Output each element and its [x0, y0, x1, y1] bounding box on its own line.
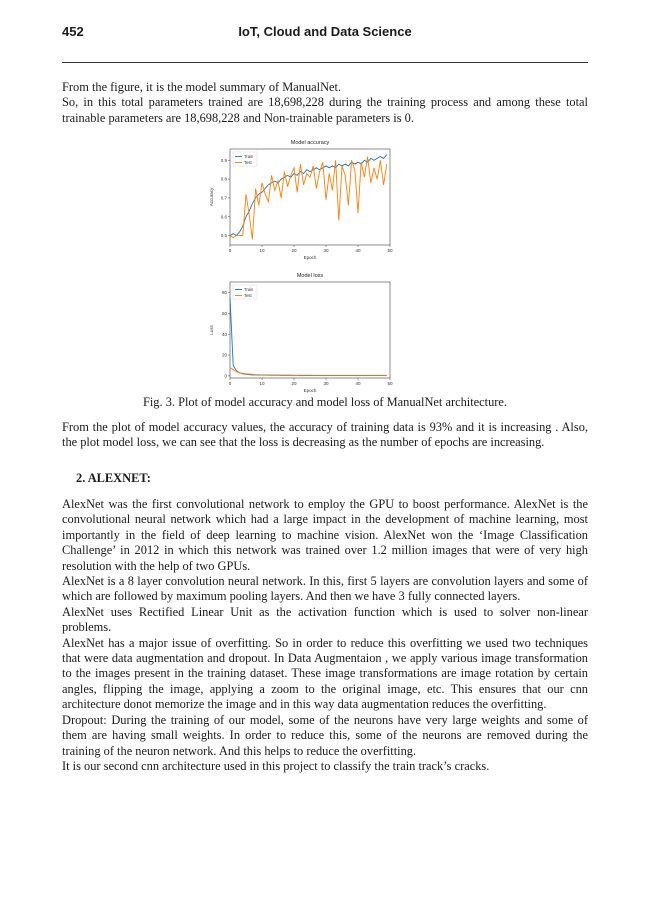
intro-text [62, 80, 588, 126]
figure-caption: Fig. 3. Plot of model accuracy and model loss of ManualNet architecture. [142, 395, 508, 409]
y-tick-label: 0.8 [220, 176, 227, 182]
x-tick-label: 30 [323, 248, 329, 253]
series-line-test [230, 368, 387, 376]
x-axis-label: Epoch [303, 388, 317, 393]
y-tick-label: 80 [221, 290, 227, 296]
y-tick-label: 0 [224, 373, 227, 379]
loss-chart [200, 268, 398, 396]
section-heading: 2. ALEXNET: [76, 471, 151, 485]
body-paragraph: AlexNet uses Rectified Linear Unit as the activation function which is used to solver non-linear problems. [62, 604, 588, 635]
series-line-train [230, 298, 387, 376]
page-number: 452 [62, 24, 84, 39]
y-tick-label: 0.9 [220, 157, 227, 163]
x-tick-label: 40 [355, 248, 361, 253]
y-axis-label: Accuracy [209, 187, 214, 207]
x-tick-label: 10 [259, 248, 265, 253]
chart-title: Model accuracy [290, 140, 330, 146]
running-title: IoT, Cloud and Data Science [238, 24, 412, 39]
results-text: From the plot of model accuracy values, the accuracy of training data is 93% and it is increasing . Also, the plot model loss, we can see that the loss is decreasing as the number of epochs are increasing. [62, 420, 588, 450]
x-tick-label: 10 [259, 381, 265, 386]
x-tick-label: 50 [387, 248, 393, 253]
y-tick-label: 0.6 [220, 214, 227, 220]
y-tick-label: 0.5 [220, 233, 227, 239]
body-paragraph: Dropout: During the training of our model, some of the neurons have very large weights and some of them are having small weights. In order to reduce this, some of the neurons are removed during the training of the neuron network. And this helps to reduce the overfitting. [62, 712, 588, 758]
y-axis-label: Loss [209, 325, 214, 335]
chart-title: Model loss [296, 273, 324, 279]
intro-line-2: So, in this total parameters trained are 18,698,228 during the training process and among these total trainable parameters are 18,698,228 and Non-trainable parameters is 0. [62, 95, 588, 125]
results-paragraph [62, 420, 588, 451]
y-tick-label: 40 [221, 331, 227, 337]
body-paragraph: It is our second cnn architecture used in this project to classify the train track’s cracks. [62, 758, 490, 773]
x-tick-label: 40 [355, 381, 361, 386]
header-rule [62, 62, 588, 63]
x-tick-label: 20 [291, 248, 297, 253]
body-paragraph: AlexNet was the first convolutional network to employ the GPU to boost performance. AlexNet is the convolutional neural network which had a large impact in the development of machine learning, most importantly in the field of deep learning to machine vision. AlexNet won the ‘Image Classification Challenge’ in 2012 in which this network was trained over 1.2 million images that were of very high resolution with the help of two GPUs. [62, 497, 588, 573]
legend-label: Test [244, 293, 252, 298]
x-tick-label: 30 [323, 381, 329, 386]
y-tick-label: 60 [221, 310, 227, 316]
intro-line-1: From the figure, it is the model summary of ManualNet. [62, 80, 342, 94]
body-paragraph: AlexNet is a 8 layer convolution neural network. In this, first 5 layers are convolution layers and some of which are followed by maximum pooling layers. And then we have 3 fully connected layers. [62, 574, 588, 604]
alexnet-body [62, 497, 588, 774]
accuracy-chart [200, 135, 398, 263]
x-tick-label: 0 [228, 381, 232, 386]
x-tick-label: 50 [387, 381, 393, 386]
x-tick-label: 20 [291, 381, 297, 386]
x-tick-label: 0 [228, 248, 232, 253]
y-tick-label: 20 [221, 352, 227, 358]
legend-label: Train [244, 154, 254, 159]
figure-3 [200, 135, 398, 396]
x-axis-label: Epoch [303, 255, 317, 260]
series-line-test [230, 157, 387, 240]
body-paragraph: AlexNet has a major issue of overfitting. So in order to reduce this overfitting we used two techniques that were data augmentation and dropout. In Data Augmentaion , we apply various image transformation to the images present in the training dataset. These image transformations are image rotation by certain angles, flipping the image, applying a zoom to the original image, etc. This ensures that our cnn architecture donot memorize the image and in this way data augmentation reduces the overfitting. [62, 635, 588, 712]
y-tick-label: 0.7 [220, 195, 227, 201]
legend-label: Train [244, 287, 254, 292]
legend-label: Test [244, 160, 252, 165]
